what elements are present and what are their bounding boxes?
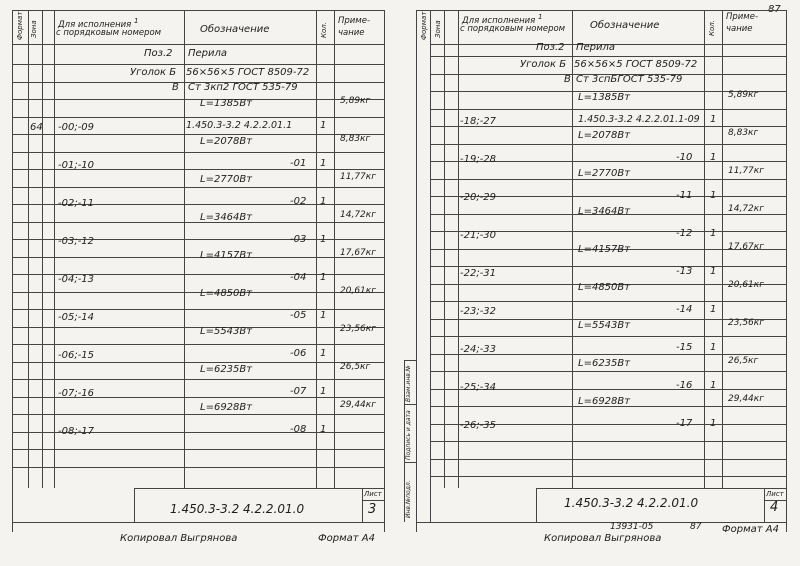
pos-name: Перила — [188, 48, 228, 59]
row-mass: 20,61кг — [340, 286, 376, 296]
format-footer: Формат А4 — [318, 533, 375, 544]
row-length: L=4157Вт — [200, 250, 253, 261]
row-variant: -22;-31 — [460, 268, 497, 279]
row-code: -15 — [676, 342, 693, 353]
row-length: L=5543Вт — [578, 320, 631, 331]
row-variant: -03;-12 — [58, 236, 95, 247]
table-row-line — [12, 414, 384, 415]
row-length: L=4850Вт — [578, 282, 631, 293]
row-variant: -23;-32 — [460, 306, 497, 317]
row-variant: -21;-30 — [460, 230, 497, 241]
title-block-sheet-line — [362, 500, 384, 501]
title-block-top — [134, 488, 384, 489]
header-row-line — [12, 44, 384, 45]
pos-label: Поз.2 — [144, 48, 173, 59]
header-note-line1: Приме- — [726, 12, 759, 22]
row-variant: -02;-11 — [58, 198, 95, 209]
row-qty: 1 — [710, 380, 717, 391]
row-qty: 1 — [710, 266, 717, 277]
row-code: -12 — [676, 228, 693, 239]
row-qty: 1 — [320, 348, 327, 359]
title-block-sheet-divider — [362, 488, 363, 522]
row-mass: 26,5кг — [340, 362, 371, 372]
row-code: -16 — [676, 380, 693, 391]
pos-label: Поз.2 — [536, 42, 565, 53]
row-code: -10 — [676, 152, 693, 163]
format-mark: 64 — [30, 122, 43, 133]
row-qty: 1 — [710, 418, 717, 429]
title-block-top — [536, 488, 786, 489]
row-mass: 17,67кг — [340, 248, 376, 258]
table-row-line — [12, 187, 384, 188]
header-zone: Зона — [434, 20, 442, 38]
row-mass: 11,77кг — [728, 166, 764, 176]
side-stamp-divider-1 — [404, 404, 416, 405]
row-code: 1.450.3-3.2 4.2.2.01.1-09 — [578, 114, 700, 125]
angle-spec: 56×56×5 ГОСТ 8509-72 — [574, 59, 698, 70]
table-row-line — [12, 152, 384, 153]
row-length: L=6235Вт — [200, 364, 253, 375]
table-row-line — [430, 441, 786, 442]
side-stamp-signature-date: Подпись и дата — [405, 410, 412, 460]
steel-spec: Ст 3спБГОСТ 535-79 — [576, 74, 683, 85]
steel-spec: Ст 3кп2 ГОСТ 535-79 — [188, 82, 298, 93]
row-length: L=3464Вт — [200, 212, 253, 223]
header-designation: Обозначение — [200, 24, 270, 35]
row-code: 1.450.3-3.2 4.2.2.01.1 — [186, 120, 293, 131]
row-length: L=6235Вт — [578, 358, 631, 369]
row-variant: -26;-35 — [460, 420, 497, 431]
table-row-line — [430, 371, 786, 372]
table-row-line — [430, 476, 786, 477]
spec-sheet-right — [400, 0, 800, 566]
row-length: L=2078Вт — [578, 130, 631, 141]
row-qty: 1 — [320, 196, 327, 207]
header-note-line1: Приме- — [338, 16, 371, 26]
row-variant: -18;-27 — [460, 116, 497, 127]
row-qty: 1 — [710, 190, 717, 201]
side-stamp-replaced-inv: Взам.инв.№ — [405, 365, 412, 402]
row-variant: -01;-10 — [58, 160, 95, 171]
title-block-sheet-divider — [764, 488, 765, 522]
doc-code: 1.450.3-3.2 4.2.2.01.0 — [564, 496, 699, 510]
row-code: -14 — [676, 304, 693, 315]
row-mass: 5,89кг — [340, 96, 371, 106]
header-applies-to-line2: с порядковым номером — [460, 24, 566, 34]
row-code: -08 — [290, 424, 307, 435]
row-qty: 1 — [320, 120, 327, 131]
row-mass: 14,72кг — [728, 204, 764, 214]
frame-bottom-edge — [12, 522, 384, 523]
header-note-line2: чание — [726, 24, 753, 34]
table-row-line — [12, 117, 384, 118]
row-length: L=1385Вт — [200, 98, 253, 109]
row-qty: 1 — [320, 424, 327, 435]
frame-right-edge — [786, 10, 787, 532]
row-mass: 29,44кг — [728, 394, 764, 404]
table-row-line — [12, 222, 384, 223]
row-variant: -07;-16 — [58, 388, 95, 399]
table-row-line — [12, 257, 384, 258]
row-mass: 20,61кг — [728, 280, 764, 290]
angle-spec: 56×56×5 ГОСТ 8509-72 — [186, 67, 310, 78]
row-length: L=2770Вт — [578, 168, 631, 179]
row-variant: -19;-28 — [460, 154, 497, 165]
frame-bottom-edge — [416, 522, 786, 523]
row-length: L=2078Вт — [200, 136, 253, 147]
table-row-line — [430, 459, 786, 460]
row-length: L=5543Вт — [200, 326, 253, 337]
row-code: -07 — [290, 386, 307, 397]
header-zone: Зона — [30, 20, 38, 38]
header-qty: Кол. — [708, 20, 716, 36]
row-variant: -05;-14 — [58, 312, 95, 323]
row-variant: -00;-09 — [58, 122, 95, 133]
angle-label: Уголок Б — [520, 59, 567, 70]
row-qty: 1 — [710, 152, 717, 163]
row-code: -13 — [676, 266, 693, 277]
row-code: -01 — [290, 158, 307, 169]
row-qty: 1 — [320, 386, 327, 397]
side-stamp-top — [404, 360, 416, 361]
frame-right-edge — [384, 10, 385, 532]
row-mass: 26,5кг — [728, 356, 759, 366]
row-mass: 14,72кг — [340, 210, 376, 220]
header-applies-to-sup: 1 — [133, 16, 139, 25]
table-row-line — [12, 467, 384, 468]
header-designation: Обозначение — [590, 20, 660, 31]
row-mass: 29,44кг — [340, 400, 376, 410]
table-row-line — [430, 301, 786, 302]
copied-by: Копировал Выгрянова — [120, 533, 238, 544]
row-qty: 1 — [320, 272, 327, 283]
table-row-line — [430, 109, 786, 110]
doc-code: 1.450.3-3.2 4.2.2.01.0 — [170, 502, 305, 516]
row-variant: -24;-33 — [460, 344, 497, 355]
row-code: -02 — [290, 196, 307, 207]
row-variant: -06;-15 — [58, 350, 95, 361]
row-length: L=4850Вт — [200, 288, 253, 299]
row-mass: 11,77кг — [340, 172, 376, 182]
table-row-line — [12, 99, 384, 100]
row-length: L=6928Вт — [200, 402, 253, 413]
row-mass: 5,89кг — [728, 90, 759, 100]
header-format: Формат — [420, 11, 428, 40]
row-length: L=6928Вт — [578, 396, 631, 407]
row-code: -05 — [290, 310, 307, 321]
row-mass: 8,83кг — [728, 128, 759, 138]
frame-left-edge — [12, 10, 13, 532]
row-mass: 17,67кг — [728, 242, 764, 252]
pos-name: Перила — [576, 42, 616, 53]
table-row-line — [12, 309, 384, 310]
table-row-line — [12, 327, 384, 328]
frame-top-edge — [416, 10, 786, 11]
archive-number: 13931-05 — [610, 522, 654, 532]
frame-top-edge — [12, 10, 384, 11]
row-length: L=3464Вт — [578, 206, 631, 217]
row-variant: -04;-13 — [58, 274, 95, 285]
table-row-line — [430, 144, 786, 145]
title-block-left — [134, 488, 135, 522]
table-row-line — [12, 134, 384, 135]
table-row-line — [430, 56, 786, 57]
row-mass: 8,83кг — [340, 134, 371, 144]
angle-label: Уголок Б — [130, 67, 177, 78]
row-qty: 1 — [710, 342, 717, 353]
sheet-number: 4 — [770, 500, 779, 515]
table-row-line — [12, 64, 384, 65]
sheet-label: Лист — [766, 490, 784, 498]
header-applies-to-line1: Для исполнения — [462, 15, 536, 26]
sheet-label: Лист — [364, 490, 382, 498]
row-mass: 23,56кг — [340, 324, 376, 334]
table-row-line — [430, 266, 786, 267]
row-qty: 1 — [710, 304, 717, 315]
table-row-line — [12, 379, 384, 380]
header-format: Формат — [16, 11, 24, 40]
title-block-left — [536, 488, 537, 522]
format-footer: Формат А4 — [722, 524, 779, 535]
row-qty: 1 — [710, 114, 717, 125]
row-code: -17 — [676, 418, 693, 429]
sheet-number: 3 — [368, 502, 377, 517]
copied-by: Копировал Выгрянова — [544, 533, 662, 544]
side-stamp-original-inv: Инв.№подл. — [405, 480, 412, 518]
header-qty: Кол. — [320, 22, 328, 38]
row-length: L=1385Вт — [578, 92, 631, 103]
row-mass: 23,56кг — [728, 318, 764, 328]
row-length: L=2770Вт — [200, 174, 253, 185]
header-note-line2: чание — [338, 28, 365, 38]
page-number: 87 — [768, 4, 781, 15]
row-code: -03 — [290, 234, 307, 245]
row-qty: 1 — [710, 228, 717, 239]
table-row-line — [12, 292, 384, 293]
row-code: -06 — [290, 348, 307, 359]
table-row-line — [12, 362, 384, 363]
archive-page: 87 — [690, 522, 702, 532]
table-row-line — [12, 449, 384, 450]
row-variant: -08;-17 — [58, 426, 95, 437]
row-code: -04 — [290, 272, 307, 283]
row-qty: 1 — [320, 158, 327, 169]
row-variant: -25;-34 — [460, 382, 497, 393]
side-stamp-divider-2 — [404, 462, 416, 463]
frame-left-edge — [416, 10, 417, 532]
row-variant: -20;-29 — [460, 192, 497, 203]
steel-label: В — [564, 74, 571, 85]
table-row-line — [430, 336, 786, 337]
header-applies-to-line2: с порядковым номером — [56, 28, 162, 38]
row-qty: 1 — [320, 234, 327, 245]
header-applies-to-line1: Для исполнения — [58, 19, 132, 30]
table-row-line — [12, 344, 384, 345]
steel-label: В — [172, 82, 179, 93]
row-code: -11 — [676, 190, 693, 201]
header-applies-to-sup: 1 — [537, 12, 543, 21]
row-length: L=4157Вт — [578, 244, 631, 255]
row-qty: 1 — [320, 310, 327, 321]
